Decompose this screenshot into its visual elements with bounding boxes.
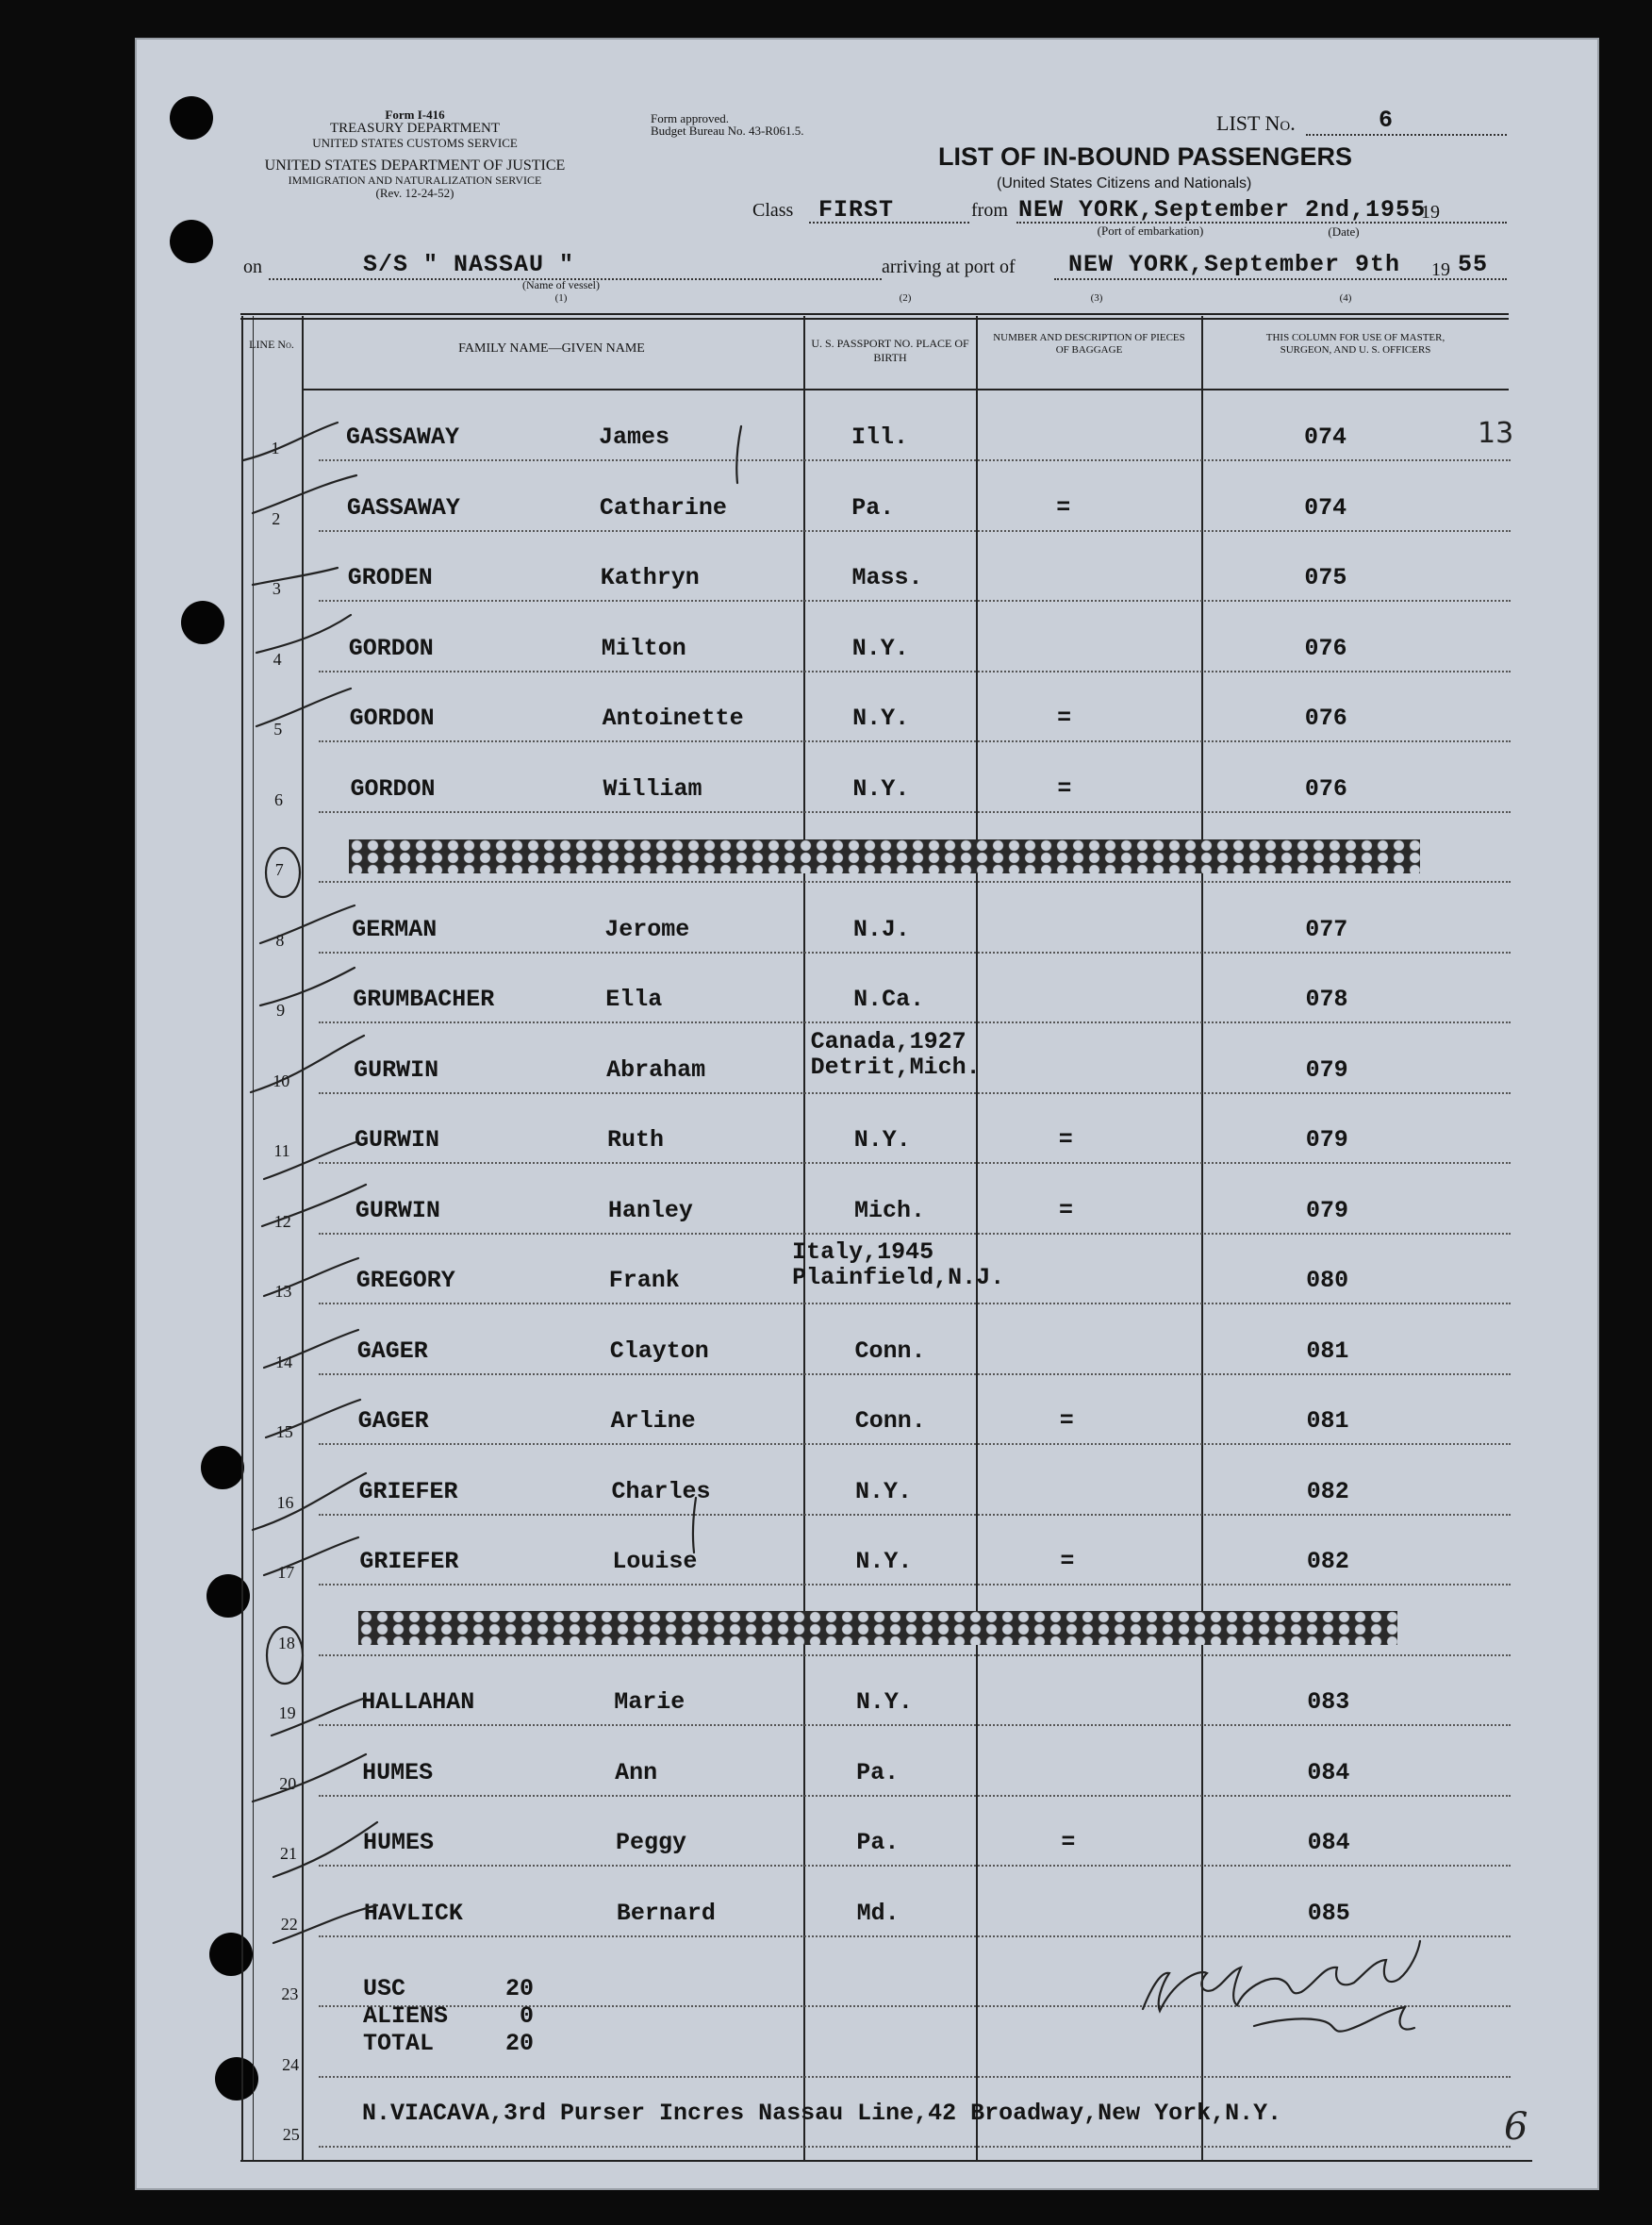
aliens-value: 0 [520,2002,535,2030]
place-of-birth: N.Y. [855,1477,913,1505]
place-of-birth: N.Y. [852,774,910,803]
family-name: GORDON [348,634,434,662]
on-label: on [243,257,262,277]
line-number: 22 [280,1914,298,1934]
place-of-birth: Italy,1945 [792,1238,934,1266]
line-number: 8 [275,930,285,950]
given-name: Hanley [607,1196,693,1224]
officer-code: 076 [1304,774,1347,803]
place-of-birth: Mich. [853,1196,925,1224]
form-revision: (Rev. 12-24-52) [375,186,454,200]
aliens-label: ALIENS [363,2002,449,2030]
year-suffix: 19 [1421,202,1440,223]
treasury-department: TREASURY DEPARTMENT [329,121,501,136]
given-name: Charles [611,1477,711,1505]
column-header-baggage: NUMBER AND DESCRIPTION OF PIECES OF BAGGAGE [993,332,1185,356]
line-number: 3 [272,579,281,598]
column-header-name: FAMILY NAME—GIVEN NAME [458,341,645,356]
given-name: Jerome [604,915,690,943]
place-of-birth: N.Y. [855,1548,913,1575]
caption-1: (1) [554,292,568,304]
place-of-birth: N.J. [852,915,910,943]
given-name: Frank [608,1267,680,1294]
place-of-birth: Pa. [856,1829,900,1856]
place-of-birth-line-2: Plainfield,N.J. [792,1264,1005,1291]
given-name: Louise [612,1548,698,1575]
line-number: 24 [282,2054,300,2074]
given-name: Arline [610,1407,696,1435]
given-name: Bernard [616,1899,716,1927]
officer-code: 084 [1307,1829,1350,1856]
total-value: 20 [505,2030,535,2057]
port-embarkation-caption: (Port of embarkation) [1097,224,1204,238]
column-header-passport: U. S. PASSPORT NO. PLACE OF BIRTH [811,337,969,364]
family-name: GRIEFER [358,1477,458,1505]
place-of-birth: Ill. [851,423,909,451]
officer-code: 076 [1304,705,1347,732]
given-name: Ruth [607,1126,665,1154]
baggage-count: = [1060,1548,1075,1575]
given-name: Antoinette [602,705,744,732]
line-number: 7 [274,860,284,879]
place-of-birth: N.Y. [852,705,910,732]
officer-code: 081 [1306,1337,1349,1365]
line-number: 21 [280,1844,297,1863]
line-number: 13 [274,1282,292,1301]
embarkation-port-date: NEW YORK,September 2nd,1955 [1018,196,1427,224]
list-number-label: LIST No. [1216,111,1296,135]
given-name: Peggy [616,1829,687,1856]
family-name: GURWIN [354,1055,439,1084]
customs-service: UNITED STATES CUSTOMS SERVICE [312,136,518,150]
officer-code: 076 [1304,634,1347,662]
usc-value: 20 [505,1975,535,2002]
family-name: HUMES [363,1829,435,1856]
place-of-birth: N.Y. [855,1688,913,1716]
officer-code: 085 [1307,1899,1350,1927]
line-number: 25 [282,2125,300,2144]
baggage-count: = [1059,1407,1074,1435]
caption-2: (2) [899,292,912,304]
column-header-line-no: LINE No. [249,338,294,351]
line-number: 23 [281,1984,299,2003]
vessel-caption: (Name of vessel) [522,278,600,291]
line-number: 18 [277,1633,295,1652]
baggage-count: = [1057,774,1072,803]
family-name: GASSAWAY [346,493,460,522]
place-of-birth: Mass. [851,564,923,591]
officer-code: 079 [1305,1126,1348,1154]
family-name: GRIEFER [359,1548,459,1575]
place-of-birth: Pa. [856,1758,900,1786]
place-of-birth: N.Y. [853,1126,911,1154]
purser-line: N.VIACAVA,3rd Purser Incres Nassau Line,42 Broadway,New York,N.Y. [362,2100,1282,2127]
page-title: LIST OF IN-BOUND PASSENGERS [938,142,1353,171]
officer-code: 083 [1307,1688,1350,1716]
form-number: Form I-416 [385,108,445,122]
from-label: from [971,200,1008,221]
arriving-label: arriving at port of [882,257,1016,277]
given-name: James [599,423,670,451]
year-value: 55 [1458,251,1489,278]
caption-3: (3) [1090,292,1103,304]
family-name: GAGER [356,1337,428,1365]
given-name: William [603,774,702,803]
family-name: GORDON [349,705,435,732]
place-of-birth: Canada,1927 [810,1027,966,1055]
place-of-birth: Md. [856,1899,900,1927]
family-name: HALLAHAN [361,1688,475,1716]
given-name: Catharine [599,493,727,522]
line-number: 6 [274,789,283,809]
budget-bureau-number: Budget Bureau No. 43-R061.5. [651,124,804,138]
date-caption: (Date) [1328,224,1360,239]
officer-code: 077 [1305,915,1348,943]
family-name: GREGORY [355,1267,455,1294]
immigration-service: IMMIGRATION AND NATURALIZATION SERVICE [288,174,542,187]
vessel-name: S/S " NASSAU " [363,251,575,278]
form-approval: Form approved. [651,111,730,125]
officer-code: 079 [1305,1196,1348,1224]
line-number: 17 [277,1563,295,1582]
family-name: GAGER [357,1407,429,1435]
caption-4: (4) [1339,292,1352,304]
given-name: Ann [615,1758,658,1786]
place-of-birth-line-2: Detrit,Mich. [810,1053,981,1081]
officer-code: 079 [1305,1055,1348,1084]
line-number: 10 [273,1071,290,1090]
line-number: 14 [275,1352,293,1371]
given-name: Ella [605,986,663,1013]
line-number: 16 [276,1492,294,1512]
family-name: GASSAWAY [346,423,460,451]
given-name: Milton [601,634,686,662]
given-name: Marie [614,1688,686,1716]
family-name: HAVLICK [363,1899,463,1927]
officer-code: 081 [1306,1407,1349,1435]
line-number: 4 [273,649,282,669]
family-name: GURWIN [355,1196,440,1224]
place-of-birth: N.Ca. [853,986,925,1013]
list-number: 6 [1379,107,1395,134]
line-number: 19 [278,1703,296,1722]
line-number: 9 [276,1001,286,1020]
family-name: GERMAN [352,915,438,943]
line-number: 5 [273,720,283,739]
place-of-birth: N.Y. [851,634,909,662]
officer-code: 078 [1305,986,1348,1013]
family-name: GRODEN [347,564,433,591]
family-name: GRUMBACHER [353,986,495,1013]
officer-code: 082 [1306,1477,1349,1505]
officer-code: 082 [1306,1548,1349,1575]
baggage-count: = [1058,1196,1073,1224]
place-of-birth: Conn. [854,1407,926,1435]
family-name: HUMES [362,1758,434,1786]
family-name: GORDON [350,774,436,803]
page-subtitle: (United States Citizens and Nationals) [997,175,1252,191]
line-number: 20 [279,1773,297,1793]
total-label: TOTAL [363,2030,435,2057]
baggage-count: = [1057,705,1072,732]
officer-code: 074 [1304,423,1347,451]
line-number: 1 [271,439,280,457]
year-prefix: 19 [1431,259,1450,280]
place-of-birth: Pa. [851,493,895,522]
officer-code: 075 [1304,564,1347,591]
place-of-birth: Conn. [854,1337,926,1365]
officer-code: 084 [1307,1758,1350,1786]
department-of-justice: UNITED STATES DEPARTMENT OF JUSTICE [264,158,566,174]
line-number: 11 [273,1141,290,1160]
officer-code: 074 [1304,493,1347,522]
baggage-count: = [1056,493,1071,522]
arrival-port-date: NEW YORK,September 9th [1068,251,1401,278]
usc-label: USC [363,1975,406,2002]
baggage-count: = [1058,1126,1073,1154]
page-number-handwritten: 6 [1504,2105,1528,2149]
given-name: Kathryn [600,564,700,591]
line-number: 2 [272,508,281,528]
column-header-officers: THIS COLUMN FOR USE OF MASTER, SURGEON, AND U. S. OFFICERS [1265,332,1446,356]
given-name: Abraham [606,1055,706,1084]
class-label: Class [752,200,794,221]
baggage-count: = [1061,1829,1076,1856]
margin-number: 13 [1478,417,1514,450]
given-name: Clayton [609,1337,709,1365]
family-name: GURWIN [355,1126,440,1154]
officer-code: 080 [1306,1267,1349,1294]
line-number: 12 [273,1211,291,1231]
class-value: FIRST [818,196,895,224]
line-number: 15 [275,1422,293,1441]
